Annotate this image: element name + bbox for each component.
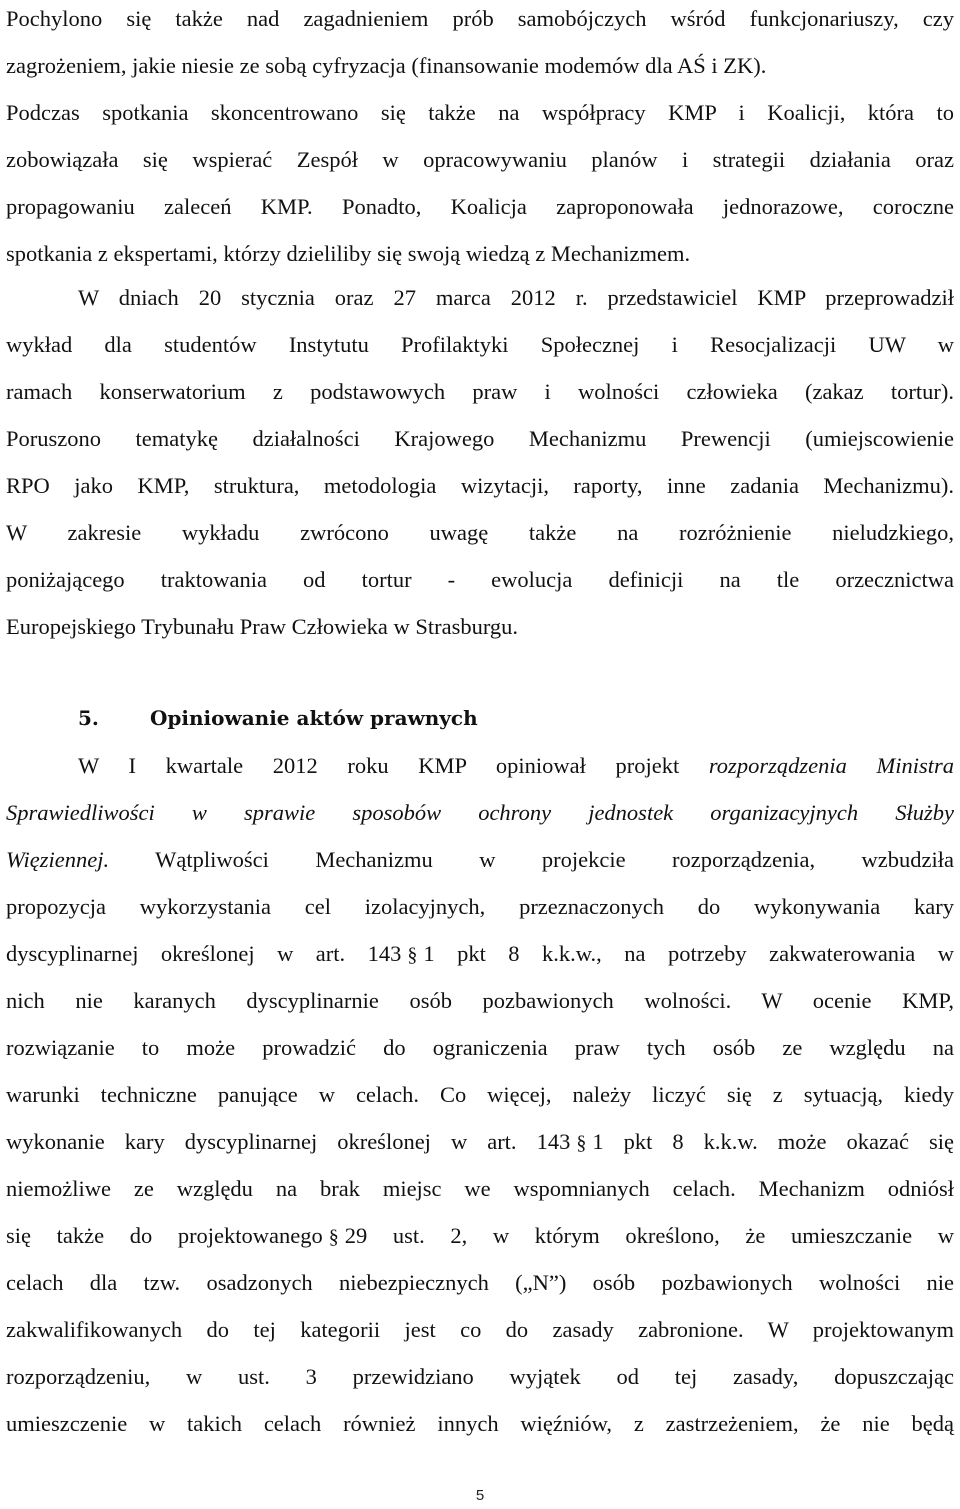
section-sign: §	[328, 1226, 339, 1248]
text-run: 29 ust. 2, w którym określono, że umieszczanie w	[344, 1223, 954, 1248]
paragraph-line	[78, 751, 954, 781]
page-number: 5	[475, 1487, 485, 1504]
paragraph-line: Podczas spotkania skoncentrowano się także na współpracy KMP i Koalicji, która to	[6, 100, 954, 125]
paragraph-line: poniżającego traktowania od tortur - ewolucja definicji na tle orzecznictwa	[6, 567, 954, 592]
paragraph-line: warunki techniczne panujące w celach. Co więcej, należy liczyć się z sytuacją, kiedy	[6, 1082, 954, 1107]
paragraph-line: niemożliwe ze względu na brak miejsc we wspomnianych celach. Mechanizm odniósł	[6, 1176, 954, 1201]
text-run: 1 pkt 8 k.k.w. może okazać się	[592, 1129, 954, 1154]
paragraph-line: Pochylono się także nad zagadnieniem prób samobójczych wśród funkcjonariuszy, czy	[6, 6, 954, 31]
paragraph-line: propozycja wykorzystania cel izolacyjnych, przeznaczonych do wykonywania kary	[6, 894, 954, 919]
paragraph-line: nich nie karanych dyscyplinarnie osób pozbawionych wolności. W ocenie KMP,	[6, 988, 954, 1013]
italic-run: Więziennej.	[6, 847, 110, 872]
text-run: się także do projektowanego	[6, 1223, 323, 1248]
section-sign: §	[407, 944, 418, 966]
text-run: Wątpliwości Mechanizmu w projekcie rozporządzenia, wzbudziła	[109, 847, 954, 872]
paragraph-line: umieszczenie w takich celach również innych więźniów, z zastrzeżeniem, że nie będą	[6, 1411, 954, 1436]
italic-run: Sprawiedliwości w sprawie sposobów ochrony jednostek organizacyjnych Służby	[6, 800, 954, 825]
paragraph-line: zobowiązała się wspierać Zespół w opracowywaniu planów i strategii działania oraz	[6, 147, 954, 172]
paragraph-line: ramach konserwatorium z podstawowych praw i wolności człowieka (zakaz tortur).	[6, 379, 954, 404]
paragraph-line: Poruszono tematykę działalności Krajowego Mechanizmu Prewencji (umiejscowienie	[6, 426, 954, 451]
paragraph-line: wykład dla studentów Instytutu Profilaktyki Społecznej i Resocjalizacji UW w	[6, 332, 954, 357]
paragraph-line: zakwalifikowanych do tej kategorii jest co do zasady zabronione. W projektowanym	[6, 1317, 954, 1342]
paragraph-line: spotkania z ekspertami, którzy dzieliliby się swoją wiedzą z Mechanizmem.	[6, 241, 691, 266]
section-heading	[78, 703, 478, 733]
paragraph-line: W zakresie wykładu zwrócono uwagę także na rozróżnienie nieludzkiego,	[6, 520, 954, 545]
paragraph-line: propagowaniu zaleceń KMP. Ponadto, Koalicja zaproponowała jednorazowe, coroczne	[6, 194, 954, 219]
paragraph-line: RPO jako KMP, struktura, metodologia wizytacji, raporty, inne zadania Mechanizmu).	[6, 473, 954, 498]
text-run: 1 pkt 8 k.k.w., na potrzeby zakwaterowania w	[423, 941, 955, 966]
section-sign: §	[576, 1132, 587, 1154]
paragraph-line	[6, 798, 954, 828]
paragraph-line: Europejskiego Trybunału Praw Człowieka w Strasburgu.	[6, 614, 519, 639]
section-number: 5.	[78, 706, 99, 730]
paragraph-line: rozporządzeniu, w ust. 3 przewidziano wyjątek od tej zasady, dopuszczając	[6, 1364, 954, 1389]
italic-run: rozporządzenia Ministra	[708, 753, 954, 778]
paragraph-line: rozwiązanie to może prowadzić do ograniczenia praw tych osób ze względu na	[6, 1035, 954, 1060]
paragraph-line: W dniach 20 stycznia oraz 27 marca 2012 r. przedstawiciel KMP przeprowadził	[78, 285, 954, 310]
text-run: wykonanie kary dyscyplinarnej określonej w art. 143	[6, 1129, 571, 1154]
paragraph-line	[6, 845, 954, 875]
paragraph-line: zagrożeniem, jakie niesie ze sobą cyfryzacja (finansowanie modemów dla AŚ i ZK).	[6, 53, 767, 78]
text-run: dyscyplinarnej określonej w art. 143	[6, 941, 402, 966]
paragraph-line: celach dla tzw. osadzonych niebezpiecznych („N”) osób pozbawionych wolności nie	[6, 1270, 954, 1295]
section-title: Opiniowanie aktów prawnych	[150, 706, 478, 730]
paragraph-line	[6, 939, 954, 970]
paragraph-line	[6, 1127, 954, 1158]
paragraph-line	[6, 1221, 954, 1252]
text-run: W I kwartale 2012 roku KMP opiniował projekt	[78, 753, 709, 778]
